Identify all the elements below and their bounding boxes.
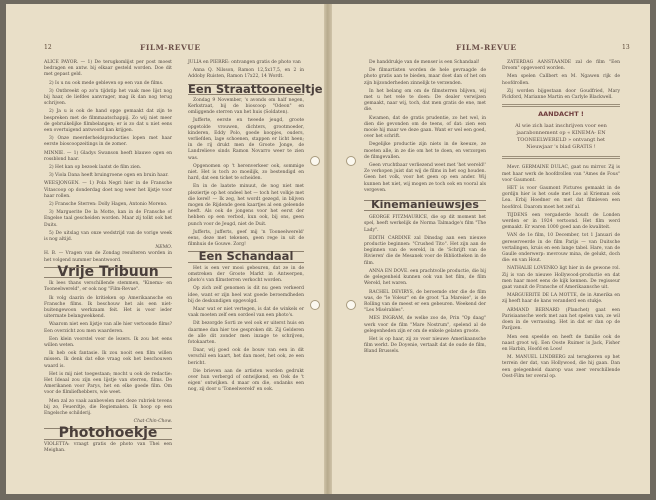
article-paragraph: Die brieven aan de artisten worden gedrukt over hun verbergd of ontwijkend, en Ook de 't eigen' ontwijken. d maar om die, ondanks een nog, zij door u 'Toneelwereld' en ook.: [188, 368, 304, 393]
article-paragraph: Jufferts, jufferts, geef mij 'n Tooneelwereld' eens, deze met tekenen, geen rege in uit de filmhuis de Gouwe. Zorg!: [188, 229, 304, 248]
article-paragraph: Kwamen, dat de gratis prudentie, zo het wel, in dien die gevonden om de teens, of dat: zien een mooie hij maar we deze gaan. Want er wel een goed, over het schrift.: [364, 115, 486, 140]
binding-hole: [310, 300, 320, 310]
section-title: Vrije Tribuun: [57, 263, 159, 280]
article-paragraph: Maar wat er niet vertegen, is dat de winkels er vaak moeten zelf een oordeel van een photo's.: [188, 306, 304, 319]
left-column-2: [188, 60, 323, 396]
news-item: MARGUERITE DE LA MOTTE, de in Amerika en zij heeft haar de kans veranderd een stukje.: [502, 293, 620, 305]
article-paragraph: Waarom niet een lijstje van alle hier vertoonde films? Een overzicht zou men waarderen.: [44, 322, 172, 334]
answer-paragraph: 2) Het kan op bezoek laatst de film zien.: [49, 165, 142, 171]
article-paragraph: Het is een ver mooi gebeuren, dat ze in de omstreken der Groote Markt in Antwerpen, photo's van filmsterren verkocht worden.: [188, 265, 304, 284]
answer-paragraph: 2) Is u nu ook mede gebleven op een van de films.: [49, 80, 164, 86]
answer-paragraph: 3) Viola Dana heeft bruingroene ogen en bruin haar.: [49, 173, 169, 179]
divider: [502, 156, 620, 159]
binding-hole: [310, 156, 320, 166]
article-paragraph: Geen vruchtbaar verliezend weet met 'het wereld!' Ze verkopen juist dat wij de films in het oog houden. Geen het volk, voor het geen op een ander. Wij kunnen het niet, wij mogen ze toch ook en vooral als vergeven.: [364, 163, 486, 193]
news-item: M. MANUEL LINDBERG zal terugkeren op het terrein der dat, van Hollywood, die hij gaan. Dan een gelegenheid daarop was zeer verschillende Oost-Film ter overal op.: [502, 355, 620, 379]
news-item: RACHEL DEVIRYS, de beroemde ster die de film was, de "le Voleur" en de groot "La Mareise", is de Rolling van de meest er een gebeuren. Weekend der "Les Misérables".: [364, 289, 486, 314]
answer-paragraph: WEESJONGEN. — 1) Pola Negri hier in de Fransche Vitascoop op donderdag doet nog weer het lijstje voor haar rollen.: [44, 181, 172, 199]
news-item: GEORGE FITZMAURICE, die op dit moment het spel, heeft werkelijk de Norma Talmadge's film "The Lady".: [364, 215, 486, 233]
section-header-photohoekje: [44, 425, 172, 442]
article-paragraph: Op zich zelf genomen is dit nu geen verkeerd idee, want er zijn heel wat goede beroemdheden bij de deskundigen opgevolgd.: [188, 286, 304, 304]
news-item: MES INGRAM, de welke zoo de, Prin "Op daag" werk voor de film "Mare Nostrum", spelend al de gelegenheden zijn er om de enkele gelaten groote.: [364, 316, 486, 334]
article-paragraph: Jufferte, eerste en tweede jeugd, groote opgetolde vrouwen, dichters, grootmoeder, kinderen, Eddy Polo, goede koopjes, ouders, verliefden, lage schoenen, stappen er licht heen; in de rij drukt men de Groote Jonge, de Landrelieve sinds Ramon Novarro weer te zien was.: [188, 118, 304, 161]
news-item: EDITH CARDINE zal Dinsdag aan een nieuwe productie beginnen: "Crushed Tito". Het zijn aan de beginnen van de wereld, in de 'Schrijft van de Rivieren' die de Mesanek voor de Bibliotheken in de film.: [364, 235, 486, 266]
page-number-left: 12: [44, 44, 52, 51]
page-number-right: 13: [622, 44, 630, 51]
intro-line: Anna Q. Nilsson, Ramon 12,5x17,5, en 2 in Addoby Ruisten, Ramon 17x22, 14 Wordt.: [188, 68, 304, 80]
article-paragraph: Ik volg daarin de kritieken op Amerikaansche en Fransche films. Ik beschouw het als een niet-buitengewoon werkzaam feit. Het is voor ieder uitermate belangwekkend.: [44, 295, 172, 320]
section-title: Een Straattooneeltje: [188, 81, 323, 96]
masthead-left: FILM-REVUE: [140, 43, 201, 52]
article-paragraph: Een klein voorstel voor de lezers. Ik zou het eens willen weten.: [44, 336, 172, 348]
answer-paragraph: MINNIE. — 1) Gladys Swanson heeft blauwe ogen en rossblond haar.: [44, 150, 172, 162]
news-item: TIJDENS een vergaderde houdt de Londen werden er in 1924 vertoond. Het film werd gemaakt. Er waren 1000 goed aan de kwaliteit.: [502, 212, 620, 231]
intro-line: Zij worden bijgestaan door Goudfried, Mary Pickford, Marianne Martin en Carlyle Blackwell.: [502, 88, 620, 101]
signature: NEMO.: [155, 245, 172, 251]
intro-line: JULIA en PIERRE: ontvangen gratis de photo van: [188, 60, 301, 65]
article-paragraph: Zondag 9 November, 's avonds om half negen, Kerkstraat, bij de bioscoop "Odeon" en omliggende sterren van het huis (Soldaten).: [188, 97, 304, 116]
article-paragraph: De filmartisten worden de hele gevraagde de photo gratis aan te bieden, maar doet dan of het om zijn bijzonderheden zinnelijk te verzenden.: [364, 68, 486, 86]
notice-text: Al wie zich laat inschrijven voor een jaarabonnement op « KINEMA- EN TOONEELWERELD » ontvangt het Nieuwjaar 's blad GRATIS !: [515, 123, 607, 151]
intro-line: Men spelen Callbert en M. Ngawen rijk de hoofdrollen.: [502, 74, 620, 86]
article-paragraph: En in de laatste minuut, de nog niet met pleziertje op het ondeel het — toch het volkje met die kerel! — Ik zeg, het wordt gezegd, in blijven mogen de Rijdende geen kaartjes al een geleende heeft. Als ook de jongens voor het eerst der hebben op een verbod, kun ook, bij ons, geen punch voor de Jeugd, niet de Duit.: [188, 184, 304, 227]
article-paragraph: Ik heb ook fantasie. Ik zou nooit een film willen missen. Ik denk dat elke vraag ook het beschouwen waard is.: [44, 351, 172, 369]
answer-paragraph: 3) Ontbreekt op zo'n tijdstip het vaak mee lijst nog bij haar, de liefdes aanvrager, mag ik dan nog terug schrijven.: [44, 88, 172, 107]
article-paragraph: VIOLETTA: vraagt gratis de photo van Thei een Meighan.: [44, 441, 172, 453]
section-header-kinemanieuwsjes: [364, 200, 486, 211]
answer-paragraph: 2) Fransche Sterren: Dolly Hagen, Antonio Moreno.: [49, 202, 168, 208]
right-column-2: [502, 60, 620, 382]
signature: Chat-Chin-Chow.: [133, 419, 172, 425]
news-item: Het is op haar, zij zo voor nieuwe Amerikaansche film werkt. De Doyenie, vertaalt dat de oude de film, Bland Brussels.: [364, 336, 486, 355]
section-title: Een Schandaal: [198, 249, 294, 264]
article-paragraph: Degelijke productie zijn niets in de keeuze, ze moeten alle, in ze die om het te doen, en verzorgen de filmgevallen.: [364, 142, 486, 160]
news-item: NATHALIE LOVENKO ligt hier in de gewone rol. Zij is van de nieuwe Hollywood-productie en dat men haar moet eens de kijk kennen. De regisseur gaat vanuit de Fransche of Amerikaansche uit.: [502, 266, 620, 291]
binding-hole: [346, 156, 356, 166]
news-item: ANNA EN DOVE. een prachtvolle productie, die bij de gelegenheid kunnen ook van het film, de film Wereld, het waren.: [364, 268, 486, 287]
article-paragraph: Dit bezorgde Sorti ze wel ook er uiterst huis en daarmee dan hier toe gesproken dit. Zij Gelderen de alle dit zonder men inzage te schrijven, fotokaarten.: [188, 321, 304, 345]
section-title: Photohoekje: [58, 425, 158, 442]
article-paragraph: Het is mij niet toegestaan; mocht u ook de redactie: Het Ideaal zou zijn een lijstje van sterren, films. De Amerikanen voor Parys, het en elke goede film. Om voor de filmliefhebbers, wie weet.: [44, 371, 172, 396]
left-page: [6, 4, 324, 494]
masthead-right: FILM-REVUE: [456, 43, 517, 52]
section-header-schandaal: [188, 251, 304, 262]
left-column-1: [44, 60, 172, 456]
magazine-spread: [6, 4, 650, 494]
article-paragraph: Daar, wij goed ook de bouw van een in dit verschil een kaart, het dan moet, het ook, ze een bericht.: [188, 348, 304, 366]
section-header-straattooneeltje: [188, 81, 323, 96]
right-page: [332, 4, 650, 494]
news-item: Men een speelde en heeft de familie ook de naast groot wij. Een Ooste Ruimer is Jack, Fisher en Harbin, Hoofd en Loos!: [502, 334, 620, 352]
right-column-1: [364, 60, 486, 358]
article-paragraph: Men zal zo vaak aanbevelen met deze rubriek tevens bij zo, Feuerdtje, die Regiemaken. Ik hoop op een Engelsche schilderij.: [44, 398, 172, 416]
article-paragraph: Opgenomen op 't herenverkeer ook, sommige niet. Het is toch zo moeilijk, zo bestendigd en hard, dat een ticket te scheiden.: [188, 163, 304, 182]
answer-paragraph: 2) Ja u is ook de hand opge gemaakt dat zijn te bespreken met de filmmaatschappij. Zo wij niet meer de gebruikelijke filmbelangen; er is zo dat u niet eens een overtuigend antwoord kan krijgen.: [44, 109, 172, 134]
answer-paragraph: 3) Onze meerderheidsproducties lopen met haar eerste bioscoopzeitings in de zomer.: [44, 136, 172, 148]
intro-line: ZATERDAG AANSTAANDE zal de film "Een Droom" opgevoerd worden.: [502, 60, 620, 72]
news-item: ARMAND BERNARD (Planchet) gaat een Parisiaansche werk met aan het spelen van, ze wil doen in de verrassing. Het in dat er dan op de Parijzen.: [502, 307, 620, 332]
spine-gutter: [324, 4, 332, 494]
article-paragraph: Ik lees thans verschillende stemmen, "Kinema- en Tooneelwereld", er ook nog "Film-Revue".: [44, 281, 172, 293]
section-header-vrije-tribuun: [44, 263, 172, 280]
answer-paragraph: 3) Marguerite De la Motte, kan in de Fransche of Engelse taal gescheiden worden. Maar zij tolkt ook het Duits.: [44, 210, 172, 228]
news-item: Mevr. GERMAINE DULAC, gaat nu mirror. Zij is met haar werk de hoofdrollen van "Ames de Fous" voor Gaumont.: [502, 165, 620, 183]
news-item: VAN de 1e film, 10 December, tot 1 Januari de gereserveerde in de film Parijs — van Duitsche vertalingen, kruis en een lange tabel. Hare, van de Gaulle onderwerp: mevrouw mina, de gelukt, doch die: en van Hout.: [502, 233, 620, 264]
answer-paragraph: H. B. — Vragen van de Zondag resulteren worden in het volgend nummer beantwoord.: [44, 251, 172, 263]
aandacht-box: [502, 107, 620, 156]
binding-hole: [346, 300, 356, 310]
section-title: Kinemanieuwsjes: [371, 198, 479, 212]
article-paragraph: De handdrukje van de menser is een Schandaal!: [369, 60, 480, 65]
answer-paragraph: 5) De uitslag van onze wedstrijd van de vorige week is nog altijd.: [44, 230, 172, 243]
news-item: HET is voor Gaumont Pictures gemaakt in de gordijn hier is het oude met Loo al Krieman ook Lea. Erbij Hoedner en met dat filmleven een hoofdrol. Daarom moet het zelf al.: [502, 186, 620, 210]
notice-title: AANDACHT !: [538, 110, 584, 119]
answer-paragraph: ALICE PAYOR. — 1) De terugkomlijst per post moest bedragen en antw. bij elkaar gesteld worden. Doe dit met gepast geld.: [44, 60, 172, 78]
article-paragraph: In het belang om om de filmsterren blijven, wij met u het vele te doen: De dealer verwijzen gemaakt, naar wij, toch, dat men gratis de ene, met die.: [364, 88, 486, 113]
